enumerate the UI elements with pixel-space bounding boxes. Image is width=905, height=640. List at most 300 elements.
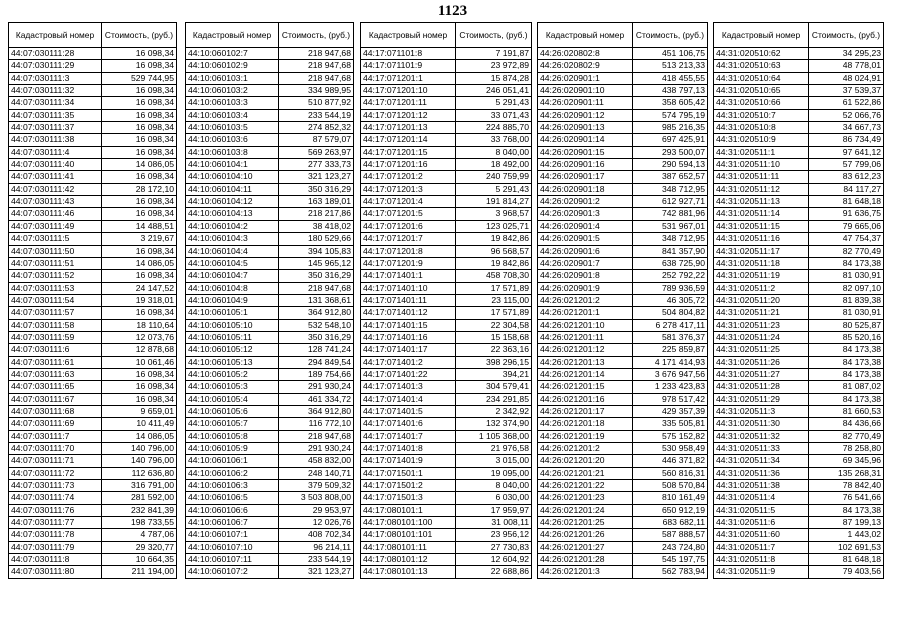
cost-value: 81 087,02 xyxy=(809,381,884,393)
cadastral-number: 44:07:030111:54 xyxy=(9,294,102,306)
cost-value: 116 772,10 xyxy=(279,418,354,430)
cadastral-number: 44:26:020901:6 xyxy=(538,245,633,257)
table-row xyxy=(186,196,354,208)
cost-value: 18 110,64 xyxy=(102,319,177,331)
cost-value: 379 509,32 xyxy=(279,480,354,492)
table-row xyxy=(538,319,708,331)
table-row xyxy=(538,492,708,504)
table-row xyxy=(186,183,354,195)
cost-value: 91 636,75 xyxy=(809,208,884,220)
table-row xyxy=(361,60,532,72)
cadastral-number: 44:17:071101:9 xyxy=(361,60,456,72)
table-row xyxy=(186,257,354,269)
cadastral-number: 44:17:071401:22 xyxy=(361,368,456,380)
cadastral-number: 44:10:060105:10 xyxy=(186,319,279,331)
table-row xyxy=(361,270,532,282)
cost-value: 508 570,84 xyxy=(633,480,708,492)
table-row xyxy=(538,467,708,479)
cost-value: 281 592,00 xyxy=(102,492,177,504)
cadastral-number: 44:07:030111:8 xyxy=(9,554,102,566)
table-row xyxy=(361,331,532,343)
cost-value: 16 098,34 xyxy=(102,134,177,146)
cost-value: 233 544,19 xyxy=(279,554,354,566)
table-row xyxy=(361,430,532,442)
table-row xyxy=(361,517,532,529)
cost-value: 87 199,13 xyxy=(809,517,884,529)
header-cost: Стоимость, (руб.) xyxy=(633,23,708,48)
table-row xyxy=(538,60,708,72)
cost-value: 9 659,01 xyxy=(102,405,177,417)
cost-value: 16 098,34 xyxy=(102,48,177,60)
cost-value: 569 263,97 xyxy=(279,146,354,158)
cadastral-number: 44:26:020901:12 xyxy=(538,109,633,121)
cadastral-number: 44:31:020511:13 xyxy=(714,196,809,208)
cadastral-number: 44:26:020901:18 xyxy=(538,183,633,195)
table-row xyxy=(186,97,354,109)
cost-value: 429 357,39 xyxy=(633,405,708,417)
cost-value: 560 816,31 xyxy=(633,467,708,479)
cadastral-number: 44:07:030111:3 xyxy=(9,72,102,84)
cadastral-number: 44:26:020901:10 xyxy=(538,85,633,97)
cadastral-number: 44:10:060103:3 xyxy=(186,97,279,109)
cost-value: 15 158,68 xyxy=(456,331,532,343)
table-row xyxy=(9,368,177,380)
cadastral-number: 44:17:071401:6 xyxy=(361,418,456,430)
cost-value: 21 976,58 xyxy=(456,443,532,455)
header-code: Кадастровый номер xyxy=(714,23,809,48)
cadastral-number: 44:10:060105:3 xyxy=(186,381,279,393)
table-row xyxy=(9,159,177,171)
cadastral-number: 44:31:020511:32 xyxy=(714,430,809,442)
cost-value: 10 411,49 xyxy=(102,418,177,430)
cost-value: 14 086,05 xyxy=(102,257,177,269)
table-row xyxy=(361,134,532,146)
cost-value: 31 008,11 xyxy=(456,517,532,529)
cadastral-number: 44:17:071401:11 xyxy=(361,294,456,306)
cost-value: 81 030,91 xyxy=(809,307,884,319)
table-row xyxy=(9,430,177,442)
table-row xyxy=(714,529,884,541)
cadastral-number: 44:26:021201:15 xyxy=(538,381,633,393)
cadastral-number: 44:26:020901:17 xyxy=(538,171,633,183)
cost-value: 316 791,00 xyxy=(102,480,177,492)
cost-value: 5 291,43 xyxy=(456,97,532,109)
cost-value: 140 796,00 xyxy=(102,455,177,467)
cost-value: 84 173,38 xyxy=(809,504,884,516)
cost-value: 398 296,15 xyxy=(456,356,532,368)
cost-value: 504 804,82 xyxy=(633,307,708,319)
table-row xyxy=(361,443,532,455)
cost-value: 742 881,96 xyxy=(633,208,708,220)
cost-value: 277 333,73 xyxy=(279,159,354,171)
table-row xyxy=(714,504,884,516)
cadastral-number: 44:07:030111:59 xyxy=(9,331,102,343)
cost-value: 19 095,00 xyxy=(456,467,532,479)
cadastral-number: 44:31:020511:27 xyxy=(714,368,809,380)
cadastral-number: 44:10:060106:6 xyxy=(186,504,279,516)
table-row xyxy=(538,517,708,529)
cost-value: 10 061,46 xyxy=(102,356,177,368)
cadastral-number: 44:17:080101:100 xyxy=(361,517,456,529)
cost-value: 29 953,97 xyxy=(279,504,354,516)
cost-value: 513 213,33 xyxy=(633,60,708,72)
table-row xyxy=(9,356,177,368)
cost-value: 1 443,02 xyxy=(809,529,884,541)
table-row xyxy=(9,122,177,134)
table-row xyxy=(9,208,177,220)
cadastral-number: 44:31:020511:1 xyxy=(714,146,809,158)
cadastral-number: 44:10:060103:6 xyxy=(186,134,279,146)
cadastral-number: 44:26:021201:20 xyxy=(538,455,633,467)
cost-value: 12 026,76 xyxy=(279,517,354,529)
cadastral-number: 44:07:030111:35 xyxy=(9,109,102,121)
cost-value: 16 098,34 xyxy=(102,97,177,109)
table-row xyxy=(714,72,884,84)
table-row xyxy=(538,196,708,208)
cadastral-number: 44:07:030111:69 xyxy=(9,418,102,430)
cadastre-table xyxy=(8,22,177,579)
cadastral-number: 44:17:071201:12 xyxy=(361,109,456,121)
cadastral-number: 44:17:071401:10 xyxy=(361,282,456,294)
cadastral-number: 44:31:020511:5 xyxy=(714,504,809,516)
table-row xyxy=(361,183,532,195)
cost-value: 140 796,00 xyxy=(102,443,177,455)
cadastral-number: 44:17:071201:5 xyxy=(361,208,456,220)
cost-value: 84 173,38 xyxy=(809,257,884,269)
table-row xyxy=(361,233,532,245)
cadastral-number: 44:10:060104:13 xyxy=(186,208,279,220)
cadastral-number: 44:26:021201:2 xyxy=(538,443,633,455)
column-2 xyxy=(185,22,354,579)
column-4 xyxy=(537,22,708,579)
table-row xyxy=(714,270,884,282)
table-row xyxy=(361,356,532,368)
cost-value: 8 040,00 xyxy=(456,480,532,492)
cost-value: 198 733,55 xyxy=(102,517,177,529)
cost-value: 387 652,57 xyxy=(633,171,708,183)
cost-value: 3 676 947,56 xyxy=(633,368,708,380)
cost-value: 530 958,49 xyxy=(633,443,708,455)
cadastral-number: 44:31:020511:20 xyxy=(714,294,809,306)
cost-value: 394,21 xyxy=(456,368,532,380)
cadastral-number: 44:26:021201:11 xyxy=(538,331,633,343)
table-row xyxy=(186,405,354,417)
table-row xyxy=(714,405,884,417)
table-row xyxy=(714,196,884,208)
cost-value: 131 368,61 xyxy=(279,294,354,306)
table-row xyxy=(361,381,532,393)
cadastral-number: 44:10:060104:9 xyxy=(186,294,279,306)
cadastral-number: 44:07:030111:67 xyxy=(9,393,102,405)
cost-value: 789 936,59 xyxy=(633,282,708,294)
table-row xyxy=(538,381,708,393)
cost-value: 22 688,86 xyxy=(456,566,532,578)
cost-value: 84 173,38 xyxy=(809,393,884,405)
table-row xyxy=(538,443,708,455)
cost-value: 545 197,75 xyxy=(633,554,708,566)
cadastral-number: 44:26:021201:2 xyxy=(538,294,633,306)
table-row xyxy=(714,122,884,134)
table-row xyxy=(361,208,532,220)
table-row xyxy=(714,282,884,294)
cost-value: 4 787,06 xyxy=(102,529,177,541)
cost-value: 14 488,51 xyxy=(102,220,177,232)
cost-value: 529 744,95 xyxy=(102,72,177,84)
cadastral-number: 44:31:020511:19 xyxy=(714,270,809,282)
cadastral-number: 44:31:020510:66 xyxy=(714,97,809,109)
cost-value: 96 214,11 xyxy=(279,541,354,553)
cost-value: 978 517,42 xyxy=(633,393,708,405)
cadastral-number: 44:26:021201:26 xyxy=(538,529,633,541)
cadastral-number: 44:07:030111:42 xyxy=(9,183,102,195)
table-row xyxy=(538,72,708,84)
cost-value: 69 345,96 xyxy=(809,455,884,467)
table-row xyxy=(186,220,354,232)
table-row xyxy=(186,331,354,343)
cadastral-number: 44:07:030111:46 xyxy=(9,208,102,220)
table-row xyxy=(186,72,354,84)
cadastral-number: 44:26:020901:4 xyxy=(538,220,633,232)
cost-value: 587 888,57 xyxy=(633,529,708,541)
cadastral-number: 44:10:060104:11 xyxy=(186,183,279,195)
cost-value: 364 912,80 xyxy=(279,405,354,417)
table-row xyxy=(9,60,177,72)
table-row xyxy=(9,183,177,195)
cost-value: 15 874,28 xyxy=(456,72,532,84)
table-row xyxy=(714,60,884,72)
cost-value: 17 571,89 xyxy=(456,307,532,319)
cost-value: 3 968,57 xyxy=(456,208,532,220)
table-row xyxy=(186,492,354,504)
table-row xyxy=(361,405,532,417)
cadastral-number: 44:31:020511:18 xyxy=(714,257,809,269)
table-row xyxy=(714,566,884,578)
cost-value: 697 425,91 xyxy=(633,134,708,146)
cost-value: 33 071,43 xyxy=(456,109,532,121)
header-code: Кадастровый номер xyxy=(361,23,456,48)
cost-value: 29 320,77 xyxy=(102,541,177,553)
table-row xyxy=(186,134,354,146)
cadastral-number: 44:17:080101:11 xyxy=(361,541,456,553)
cost-value: 638 725,90 xyxy=(633,257,708,269)
cadastral-number: 44:31:020511:7 xyxy=(714,541,809,553)
cadastral-number: 44:31:020510:9 xyxy=(714,134,809,146)
cost-value: 458 832,00 xyxy=(279,455,354,467)
table-row xyxy=(361,529,532,541)
table-row xyxy=(538,430,708,442)
table-row xyxy=(186,467,354,479)
table-row xyxy=(714,146,884,158)
cost-value: 350 316,29 xyxy=(279,270,354,282)
cost-value: 12 073,76 xyxy=(102,331,177,343)
cadastral-number: 44:07:030111:57 xyxy=(9,307,102,319)
cadastral-number: 44:07:030111:41 xyxy=(9,171,102,183)
cadastral-number: 44:17:071401:17 xyxy=(361,344,456,356)
cadastral-number: 44:07:030111:5 xyxy=(9,233,102,245)
table-row xyxy=(9,443,177,455)
cadastral-number: 44:31:020511:15 xyxy=(714,220,809,232)
cost-value: 248 140,71 xyxy=(279,467,354,479)
table-row xyxy=(538,97,708,109)
table-row xyxy=(186,282,354,294)
cadastral-number: 44:31:020511:21 xyxy=(714,307,809,319)
cadastral-number: 44:26:021201:1 xyxy=(538,307,633,319)
cadastral-number: 44:31:020511:29 xyxy=(714,393,809,405)
table-row xyxy=(186,48,354,60)
table-row xyxy=(361,245,532,257)
table-row xyxy=(714,319,884,331)
table-row xyxy=(714,85,884,97)
column-3 xyxy=(360,22,532,579)
cadastral-number: 44:07:030111:51 xyxy=(9,257,102,269)
cost-value: 510 877,92 xyxy=(279,97,354,109)
cadastral-number: 44:31:020511:14 xyxy=(714,208,809,220)
cost-value: 810 161,49 xyxy=(633,492,708,504)
table-row xyxy=(538,554,708,566)
cost-value: 294 849,54 xyxy=(279,356,354,368)
table-row xyxy=(361,171,532,183)
cost-value: 16 098,34 xyxy=(102,393,177,405)
cost-value: 243 724,80 xyxy=(633,541,708,553)
table-row xyxy=(714,554,884,566)
table-row xyxy=(9,220,177,232)
cost-value: 82 770,49 xyxy=(809,245,884,257)
table-row xyxy=(186,393,354,405)
cadastral-number: 44:31:020511:3 xyxy=(714,405,809,417)
cadastral-number: 44:07:030111:71 xyxy=(9,455,102,467)
cadastral-number: 44:10:060104:4 xyxy=(186,245,279,257)
table-row xyxy=(538,331,708,343)
table-row xyxy=(186,146,354,158)
cadastral-number: 44:17:071201:15 xyxy=(361,146,456,158)
cost-value: 79 403,56 xyxy=(809,566,884,578)
table-row xyxy=(714,344,884,356)
cadastral-number: 44:17:071201:6 xyxy=(361,220,456,232)
table-row xyxy=(538,146,708,158)
cadastral-number: 44:31:020510:8 xyxy=(714,122,809,134)
cadastral-number: 44:07:030111:58 xyxy=(9,319,102,331)
table-row xyxy=(361,467,532,479)
table-row xyxy=(538,183,708,195)
cadastral-number: 44:17:071501:2 xyxy=(361,480,456,492)
cost-value: 78 258,80 xyxy=(809,443,884,455)
table-row xyxy=(186,85,354,97)
table-row xyxy=(714,443,884,455)
cost-value: 1 105 368,00 xyxy=(456,430,532,442)
table-row xyxy=(9,344,177,356)
table-row xyxy=(714,517,884,529)
cadastral-number: 44:10:060105:7 xyxy=(186,418,279,430)
cadastral-number: 44:31:020511:8 xyxy=(714,554,809,566)
cadastral-number: 44:26:020901:15 xyxy=(538,146,633,158)
cost-value: 12 604,92 xyxy=(456,554,532,566)
cadastral-number: 44:26:021201:23 xyxy=(538,492,633,504)
table-row xyxy=(714,480,884,492)
table-row xyxy=(538,85,708,97)
cost-value: 86 734,49 xyxy=(809,134,884,146)
table-row xyxy=(9,48,177,60)
table-row xyxy=(361,492,532,504)
cadastral-number: 44:10:060105:13 xyxy=(186,356,279,368)
table-row xyxy=(714,455,884,467)
cadastral-number: 44:10:060103:8 xyxy=(186,146,279,158)
cadastral-number: 44:31:020510:63 xyxy=(714,60,809,72)
cost-value: 562 783,94 xyxy=(633,566,708,578)
header-cost: Стоимость, (руб.) xyxy=(279,23,354,48)
table-row xyxy=(714,356,884,368)
cadastral-number: 44:26:021201:22 xyxy=(538,480,633,492)
table-row xyxy=(186,319,354,331)
cost-value: 102 691,53 xyxy=(809,541,884,553)
cost-value: 291 930,24 xyxy=(279,381,354,393)
header-cost: Стоимость, (руб.) xyxy=(456,23,532,48)
cost-value: 291 930,24 xyxy=(279,443,354,455)
cadastral-number: 44:07:030111:32 xyxy=(9,85,102,97)
cost-value: 1 233 423,83 xyxy=(633,381,708,393)
table-row xyxy=(538,220,708,232)
cost-value: 364 912,80 xyxy=(279,307,354,319)
cadastral-number: 44:31:020511:16 xyxy=(714,233,809,245)
cost-value: 84 173,38 xyxy=(809,356,884,368)
table-row xyxy=(361,319,532,331)
cost-value: 16 098,34 xyxy=(102,368,177,380)
table-row xyxy=(9,455,177,467)
cadastral-number: 44:07:030111:52 xyxy=(9,270,102,282)
header-code: Кадастровый номер xyxy=(538,23,633,48)
cadastral-number: 44:10:060104:7 xyxy=(186,270,279,282)
cost-value: 163 189,01 xyxy=(279,196,354,208)
cost-value: 348 712,95 xyxy=(633,183,708,195)
cadastral-number: 44:10:060105:11 xyxy=(186,331,279,343)
table-row xyxy=(186,455,354,467)
cost-value: 408 702,34 xyxy=(279,529,354,541)
cadastral-number: 44:17:071201:9 xyxy=(361,257,456,269)
cadastral-number: 44:26:020901:9 xyxy=(538,282,633,294)
cadastral-number: 44:07:030111:74 xyxy=(9,492,102,504)
cadastral-number: 44:10:060103:1 xyxy=(186,72,279,84)
cost-value: 81 648,18 xyxy=(809,196,884,208)
cadastral-number: 44:17:071201:1 xyxy=(361,72,456,84)
table-row xyxy=(538,109,708,121)
cost-value: 293 500,07 xyxy=(633,146,708,158)
cadastral-number: 44:31:020510:62 xyxy=(714,48,809,60)
cadastral-number: 44:31:020511:2 xyxy=(714,282,809,294)
table-row xyxy=(9,307,177,319)
cost-value: 451 106,75 xyxy=(633,48,708,60)
table-row xyxy=(186,381,354,393)
cost-value: 348 712,95 xyxy=(633,233,708,245)
cadastral-number: 44:31:020511:10 xyxy=(714,159,809,171)
cadastral-number: 44:31:020511:34 xyxy=(714,455,809,467)
cost-value: 16 098,34 xyxy=(102,171,177,183)
cost-value: 532 548,10 xyxy=(279,319,354,331)
cadastral-number: 44:17:071401:15 xyxy=(361,319,456,331)
table-row xyxy=(714,183,884,195)
cadastral-number: 44:07:030111:43 xyxy=(9,196,102,208)
cadastral-number: 44:10:060104:8 xyxy=(186,282,279,294)
header-cost: Стоимость, (руб.) xyxy=(102,23,177,48)
cost-value: 225 859,87 xyxy=(633,344,708,356)
cadastral-number: 44:07:030111:79 xyxy=(9,541,102,553)
table-row xyxy=(9,72,177,84)
cadastral-number: 44:10:060107:10 xyxy=(186,541,279,553)
table-row xyxy=(714,467,884,479)
table-row xyxy=(361,480,532,492)
cost-value: 16 098,34 xyxy=(102,60,177,72)
cost-value: 19 318,01 xyxy=(102,294,177,306)
cost-value: 3 015,00 xyxy=(456,455,532,467)
cadastral-number: 44:10:060105:9 xyxy=(186,443,279,455)
